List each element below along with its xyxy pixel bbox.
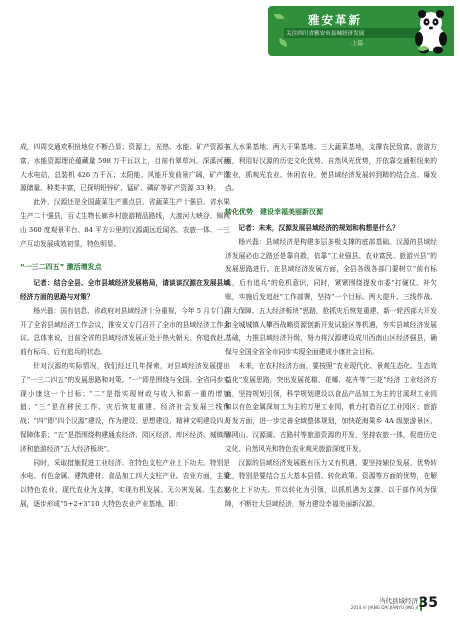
paragraph: 此外，汉源还是全国蔬菜生产重点县、省蔬菜生产十强县、省水果生产二十强县，百丈生物长廊乡村旅游精品路线，大渡河大峡谷、锦网山 360 度观景平台、84 平方公里的汉源湖远近闻名。农旅一体、一三产互动发展成效初显，特色明显。 xyxy=(20,198,230,248)
banner-subtitle: 关注四川省雅安市县城经济发展 xyxy=(284,28,420,38)
section-heading: 转化优势 建设幸福美丽新汉源 xyxy=(225,208,323,217)
right-column xyxy=(225,141,437,512)
banner-title: 雅安革新 xyxy=(308,13,362,27)
paragraph: 同时，采取措施促进工业经济、在特色支柱产业上下功夫。特别是水电、有色金属、建筑建材、食品加工四大支柱产业。农业方面，主要以特色农业、现代农业为支撑，实现有机发展、无公害发展、生态发展，逐步形成“5+2+3”10 大特色农业产业基地，即： xyxy=(20,458,230,508)
magazine-name: 当代县域经济 xyxy=(379,597,418,605)
paragraph: 汉源的县域经济发展既有压力又有机遇，要坚持辅位发展、优势转化，特别是要结合五大基本县情、转化政策、资源等方面的优势，在解转化上下功夫。并以转化为引领，以抓机遇为支撑、以干部作风为保障，不断壮大县域经济，努力建设幸福美丽新汉源。 xyxy=(225,458,437,508)
interview-answer: 杨兴磊：县域经济是构建多层多极支撑的底部基础。汉源的县域经济发展必由之路还是靠自救，依靠“工业强县、农业富民、旅游兴县”的发展思路进行。在县域经济发展方面，全县各级各部门要树立“前有标兵，后有追兵”的危机意识，同时，紧紧围绕提发市委“打硬仗、补欠账，实施后发追赶”工作部署，坚持“一个目标、两大提升、三线作战、四大保障、五大经济板块”思路，抢抓灾后恢复重建、新一轮西部大开发和全城城镇人攀西战略资源创新开发试验区等机遇，夯实县域经济发展基础，力推县域经济升级，努力将汉源建设成川西南山区经济强县，确保与全国全省全市同步实现全面建成小康社会目标。 xyxy=(225,237,437,357)
paragraph: 成，四周交通欢积扭地位不断凸显；资源上，光热、水能、矿产资源丰富，水能资源理论蕴藏量 598 万千瓦以上，目前有翠草河、深溪河两大水电站，总装机 426 万千瓦；太阳能、风能开发前景广阔，矿产资源储量、种类丰富，已探明铅锌矿、锰矿、磷矿等矿产资源 33 种。 xyxy=(20,143,230,193)
paragraph: 针对汉源的实际情况，我们经过几年探索，对县域经济发展提出了“一三二四五”的发展思路和对策。“一”即是围绕与全国、全省同步实现小康这一个目标；“二”是指实现财政与收入和新一重的增加值；“三”是在移民工作、灾后恢复重建、经济社会发展三线作战；“四”即“四个汉源”建设，作为建设、思想建设、精神文明建设四大保障体系；“五”是指围绕构建通农经济、园区经济、库区经济、城镇经济和旅游经济“五大经济板块”。 xyxy=(20,361,230,453)
interview-answer: 杨兴磊：国有信息、省政府对县域经济十分重视，今年 5 月专门召开了全省县域经济工作会议，推安又专门召开了全市的县域经济工作会议。总体来说，目前全省的县域经济发展正处于热火朝天、你追我赶、前有标兵、后有追兵的状态。 xyxy=(20,306,230,357)
paragraph: 五大水果基地、两大干果基地、三大蔬菜基地，支撑农民致富。旅游方面，利用好汉源的历史文化优势、自然风光优势，并依靠交通枢纽来的农业，抓观光农业、休闲农业，使县域经济发展转到精的结合点、爆发点。 xyxy=(225,143,437,193)
page-number: 35 xyxy=(418,595,438,611)
issue-date: 2014 年 JIANG DAI JIANYU JING JI xyxy=(350,605,418,610)
interview-question: 记者：结合全县、全市县域经济发展格局，请谈谈汉源在发展县域经济方面的思路与对策？ xyxy=(20,279,230,301)
left-column xyxy=(20,141,230,512)
banner-part: ·上篇· xyxy=(350,41,365,47)
section-heading: “一三二四五” 激活增发点 xyxy=(20,263,102,272)
interview-question: 记者：未来，汉源发展县域经济的规划和构想是什么？ xyxy=(238,223,399,232)
leaf-icon xyxy=(274,14,284,19)
section-banner xyxy=(268,6,454,56)
paragraph: 未来，在农村经济方面，要按照“农业现代化、景观生态化、生态效益化”发展思路，突出发展花椒、花椰、花卉等“三花”经济 工业经济方面，坚持规划引领，科学规划建设以食品产品加工为主的甘溪坝工业园和以有色金属深加工为主的万里工业园，着力打造百亿工业园区；旅游开发方面，进一步完善全域整体规划，加快花海果乡 4A 级旅游景区、锦网山、汉源湖、古路村等旅游资源的开发，坚持农旅一体，促进历史文化、自然风光和特色农业观光旅游深度开发。 xyxy=(225,361,437,453)
leaf-icon xyxy=(277,38,288,47)
